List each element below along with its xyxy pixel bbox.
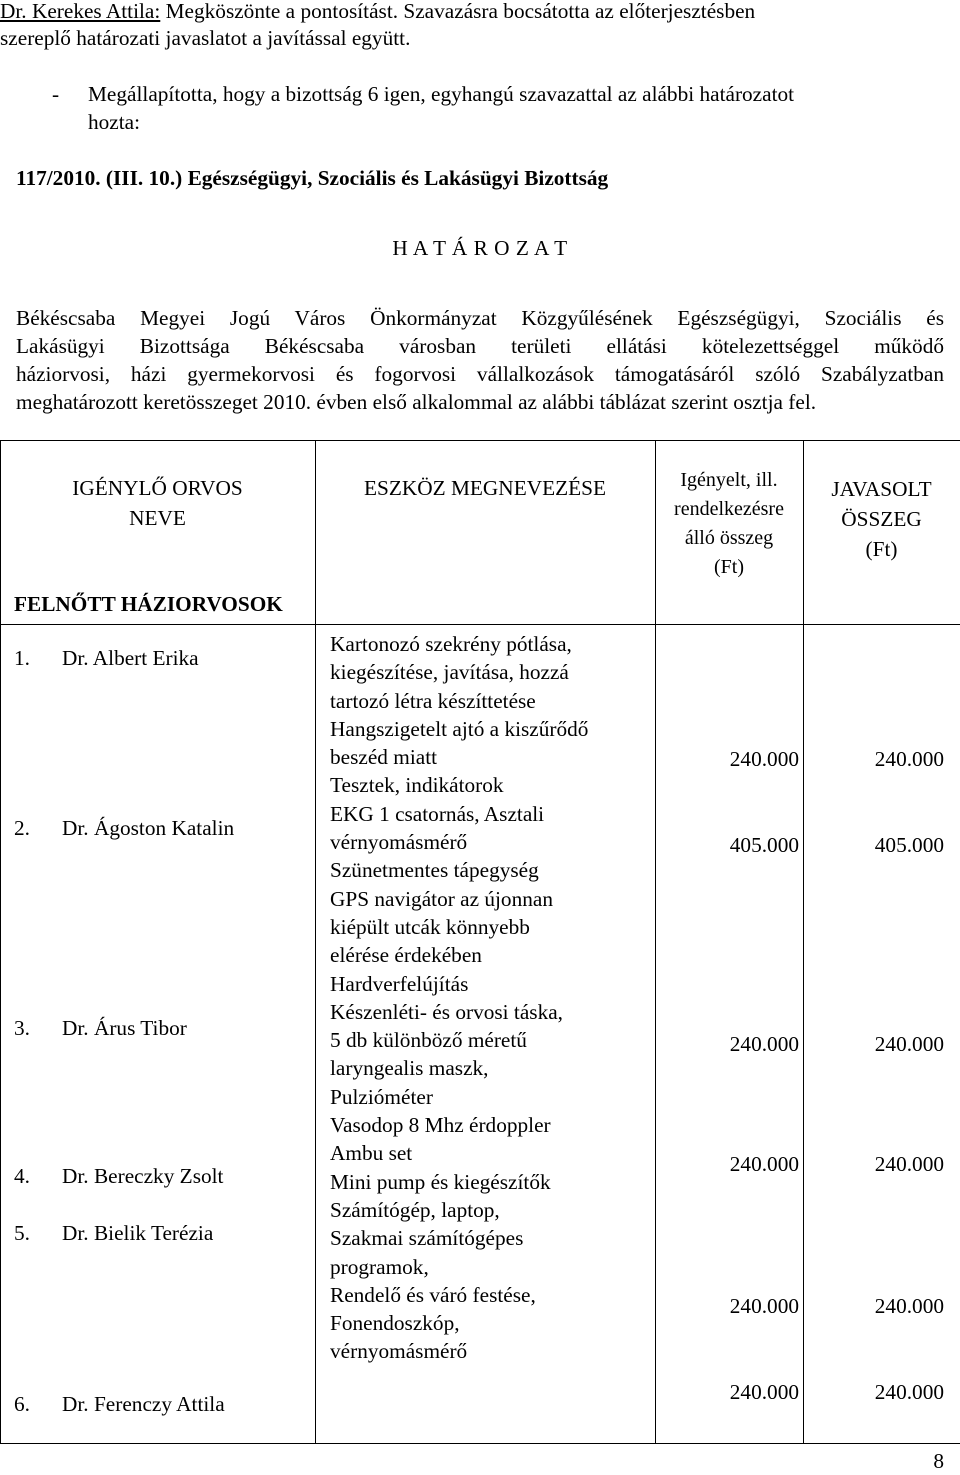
section-label: FELNŐTT HÁZIORVOSOK <box>14 590 283 618</box>
row-title: Dr. <box>62 1016 89 1040</box>
doctor-row-4 <box>14 1162 223 1190</box>
row-number: 1. <box>14 644 62 672</box>
item-line: Rendelő és váró festése, <box>330 1281 588 1309</box>
header-proposed-line: ÖSSZEG <box>803 504 960 534</box>
doctor-name: Ferenczy Attila <box>94 1392 225 1416</box>
requested-amount: 240.000 <box>730 1378 799 1406</box>
row-number: 5. <box>14 1219 62 1247</box>
row-number: 2. <box>14 814 62 842</box>
item-line: kiépült utcák könnyebb <box>330 913 588 941</box>
speaker-name: Dr. Kerekes Attila: <box>0 0 160 23</box>
proposed-amount: 240.000 <box>875 745 944 773</box>
item-line: Szakmai számítógépes <box>330 1224 588 1252</box>
doctor-name: Ágoston Katalin <box>94 816 234 840</box>
proposed-amount: 240.000 <box>875 1378 944 1406</box>
bullet-marker: - <box>52 80 59 108</box>
intro-line-1 <box>0 0 755 25</box>
item-line: elérése érdekében <box>330 941 588 969</box>
header-requested-line: (Ft) <box>655 553 803 582</box>
item-line: tartozó létra készíttetése <box>330 687 588 715</box>
row-title: Dr. <box>62 1221 89 1245</box>
header-name-1: IGÉNYLŐ ORVOS <box>0 474 315 502</box>
header-proposed <box>803 474 960 564</box>
doctor-name: Bielik Terézia <box>94 1221 213 1245</box>
item-line: programok, <box>330 1253 588 1281</box>
doctor-name: Árus Tibor <box>94 1016 187 1040</box>
row-title: Dr. <box>62 1392 89 1416</box>
header-requested-line: rendelkezésre <box>655 495 803 524</box>
item-line: Vasodop 8 Mhz érdoppler <box>330 1111 588 1139</box>
proposed-amount: 240.000 <box>875 1292 944 1320</box>
header-name-2: NEVE <box>0 504 315 532</box>
item-line: Ambu set <box>330 1139 588 1167</box>
bullet-line-2: hozta: <box>88 108 140 136</box>
row-number: 6. <box>14 1390 62 1418</box>
doctor-row-6 <box>14 1390 225 1418</box>
item-line: laryngealis maszk, <box>330 1054 588 1082</box>
row-title: Dr. <box>62 1164 89 1188</box>
header-proposed-line: JAVASOLT <box>803 474 960 504</box>
doctor-row-1 <box>14 644 199 672</box>
item-line: Hardverfelújítás <box>330 970 588 998</box>
requested-amount: 405.000 <box>730 831 799 859</box>
doctor-name: Albert Erika <box>93 646 199 670</box>
page-number: 8 <box>933 1447 944 1475</box>
resolution-body-line: Lakásügyi Bizottsága Békéscsaba városban területi ellátási kötelezettséggel működő <box>16 332 944 360</box>
item-line: Fonendoszkóp, <box>330 1309 588 1337</box>
doctor-name: Bereczky Zsolt <box>94 1164 224 1188</box>
resolution-body-line: háziorvosi, házi gyermekorvosi és fogorvosi vállalkozások támogatásáról szóló Szabályzatban <box>16 360 944 388</box>
header-item: ESZKÖZ MEGNEVEZÉSE <box>315 474 655 502</box>
header-requested-line: álló összeg <box>655 524 803 553</box>
header-requested <box>655 466 803 582</box>
bullet-line-1: Megállapította, hogy a bizottság 6 igen, egyhangú szavazattal az alábbi határozatot <box>88 80 794 108</box>
proposed-amount: 240.000 <box>875 1030 944 1058</box>
item-line: vérnyomásmérő <box>330 828 588 856</box>
resolution-body-line: meghatározott keretösszeget 2010. évben első alkalommal az alábbi táblázat szerint osztja fel. <box>16 388 816 416</box>
requested-amount: 240.000 <box>730 745 799 773</box>
header-requested-line: Igényelt, ill. <box>655 466 803 495</box>
item-line: Számítógép, laptop, <box>330 1196 588 1224</box>
item-line: Tesztek, indikátorok <box>330 771 588 799</box>
header-cell-item <box>316 441 656 625</box>
item-line: beszéd miatt <box>330 743 588 771</box>
item-line: Pulzióméter <box>330 1083 588 1111</box>
item-line: GPS navigátor az újonnan <box>330 885 588 913</box>
item-line: Készenléti- és orvosi táska, <box>330 998 588 1026</box>
doctor-row-5 <box>14 1219 213 1247</box>
requested-amount: 240.000 <box>730 1150 799 1178</box>
item-line: Hangszigetelt ajtó a kiszűrődő <box>330 715 588 743</box>
item-line: Szünetmentes tápegység <box>330 856 588 884</box>
resolution-title: H A T Á R O Z A T <box>0 234 960 262</box>
item-line: Mini pump és kiegészítők <box>330 1168 588 1196</box>
header-proposed-line: (Ft) <box>803 534 960 564</box>
resolution-body-line: Békéscsaba Megyei Jogú Város Önkormányzat Közgyűlésének Egészségügyi, Szociális és <box>16 304 944 332</box>
item-list <box>330 630 588 1366</box>
item-line: EKG 1 csatornás, Asztali <box>330 800 588 828</box>
item-line: Kartonozó szekrény pótlása, <box>330 630 588 658</box>
item-line: 5 db különböző méretű <box>330 1026 588 1054</box>
doctor-row-2 <box>14 814 234 842</box>
row-title: Dr. <box>62 816 89 840</box>
intro-line-1-text: Megköszönte a pontosítást. Szavazásra bocsátotta az előterjesztésben <box>166 0 756 23</box>
requested-amount: 240.000 <box>730 1292 799 1320</box>
proposed-amount: 240.000 <box>875 1150 944 1178</box>
row-title: Dr. <box>62 646 89 670</box>
item-line: kiegészítése, javítása, hozzá <box>330 658 588 686</box>
row-number: 4. <box>14 1162 62 1190</box>
intro-line-2: szereplő határozati javaslatot a javítással együtt. <box>0 24 410 52</box>
item-line: vérnyomásmérő <box>330 1337 588 1365</box>
row-number: 3. <box>14 1014 62 1042</box>
requested-amount: 240.000 <box>730 1030 799 1058</box>
resolution-heading: 117/2010. (III. 10.) Egészségügyi, Szociális és Lakásügyi Bizottság <box>16 164 608 192</box>
proposed-amount: 405.000 <box>875 831 944 859</box>
doctor-row-3 <box>14 1014 187 1042</box>
